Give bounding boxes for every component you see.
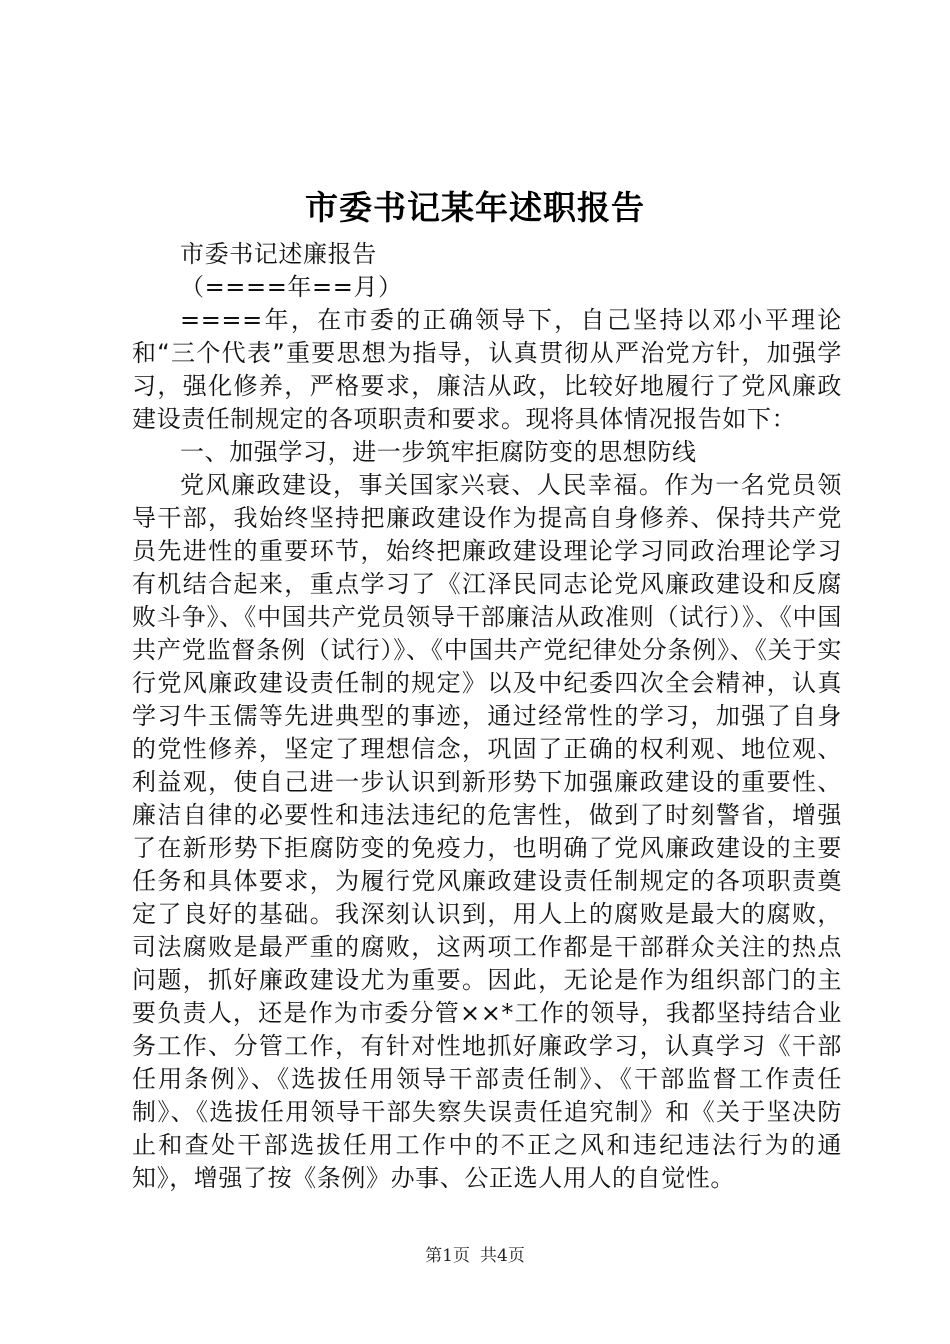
intro-paragraph: ====年，在市委的正确领导下，自己坚持以邓小平理论和“三个代表”重要思想为指导，认真贯彻从严治党方针，加强学习，强化修养，严格要求，廉洁从政，比较好地履行了党风廉政建设责任制规定的各项职责和要求。现将具体情况报告如下： [132,306,842,433]
page-number: 第1页 [425,1246,470,1266]
document-body [132,238,842,1195]
document-title: 市委书记某年述职报告 [305,188,645,227]
date-line: （====年==月） [180,273,403,301]
page-total: 共4页 [480,1246,525,1266]
section-heading: 一、加强学习，进一步筑牢拒腐防变的思想防线 [180,438,697,466]
body-paragraph: 党风廉政建设，事关国家兴衰、人民幸福。作为一名党员领导干部，我始终坚持把廉政建设作为提高自身修养、保持共产党员先进性的重要环节，始终把廉政建设理论学习同政治理论学习有机结合起来，重点学习了《江泽民同志论党风廉政建设和反腐败斗争》、《中国共产党员领导干部廉洁从政准则（试行）》、《中国共产党监督条例（试行）》、《中国共产党纪律处分条例》、《关于实行党风廉政建设责任制的规定》以及中纪委四次全会精神，认真学习牛玉儒等先进典型的事迹，通过经常性的学习，加强了自身的党性修养，坚定了理想信念，巩固了正确的权利观、地位观、利益观，使自己进一步认识到新形势下加强廉政建设的重要性、廉洁自律的必要性和违法违纪的危害性，做到了时刻警省，增强了在新形势下拒腐防变的免疫力，也明确了党风廉政建设的主要任务和具体要求，为履行党风廉政建设责任制规定的各项职责奠定了良好的基础。我深刻认识到，用人上的腐败是最大的腐败，司法腐败是最严重的腐败，这两项工作都是干部群众关注的热点问题，抓好廉政建设尤为重要。因此，无论是作为组织部门的主要负责人，还是作为市委分管××*工作的领导，我都坚持结合业务工作、分管工作，有针对性地抓好廉政学习，认真学习《干部任用条例》、《选拔任用领导干部责任制》、《干部监督工作责任制》、《选拔任用领导干部失察失误责任追究制》和《关于坚决防止和查处干部选拔任用工作中的不正之风和违纪违法行为的通知》，增强了按《条例》办事、公正选人用人的自觉性。 [132,471,842,1192]
page-footer [0,1244,950,1268]
subtitle: 市委书记述廉报告 [180,240,377,268]
